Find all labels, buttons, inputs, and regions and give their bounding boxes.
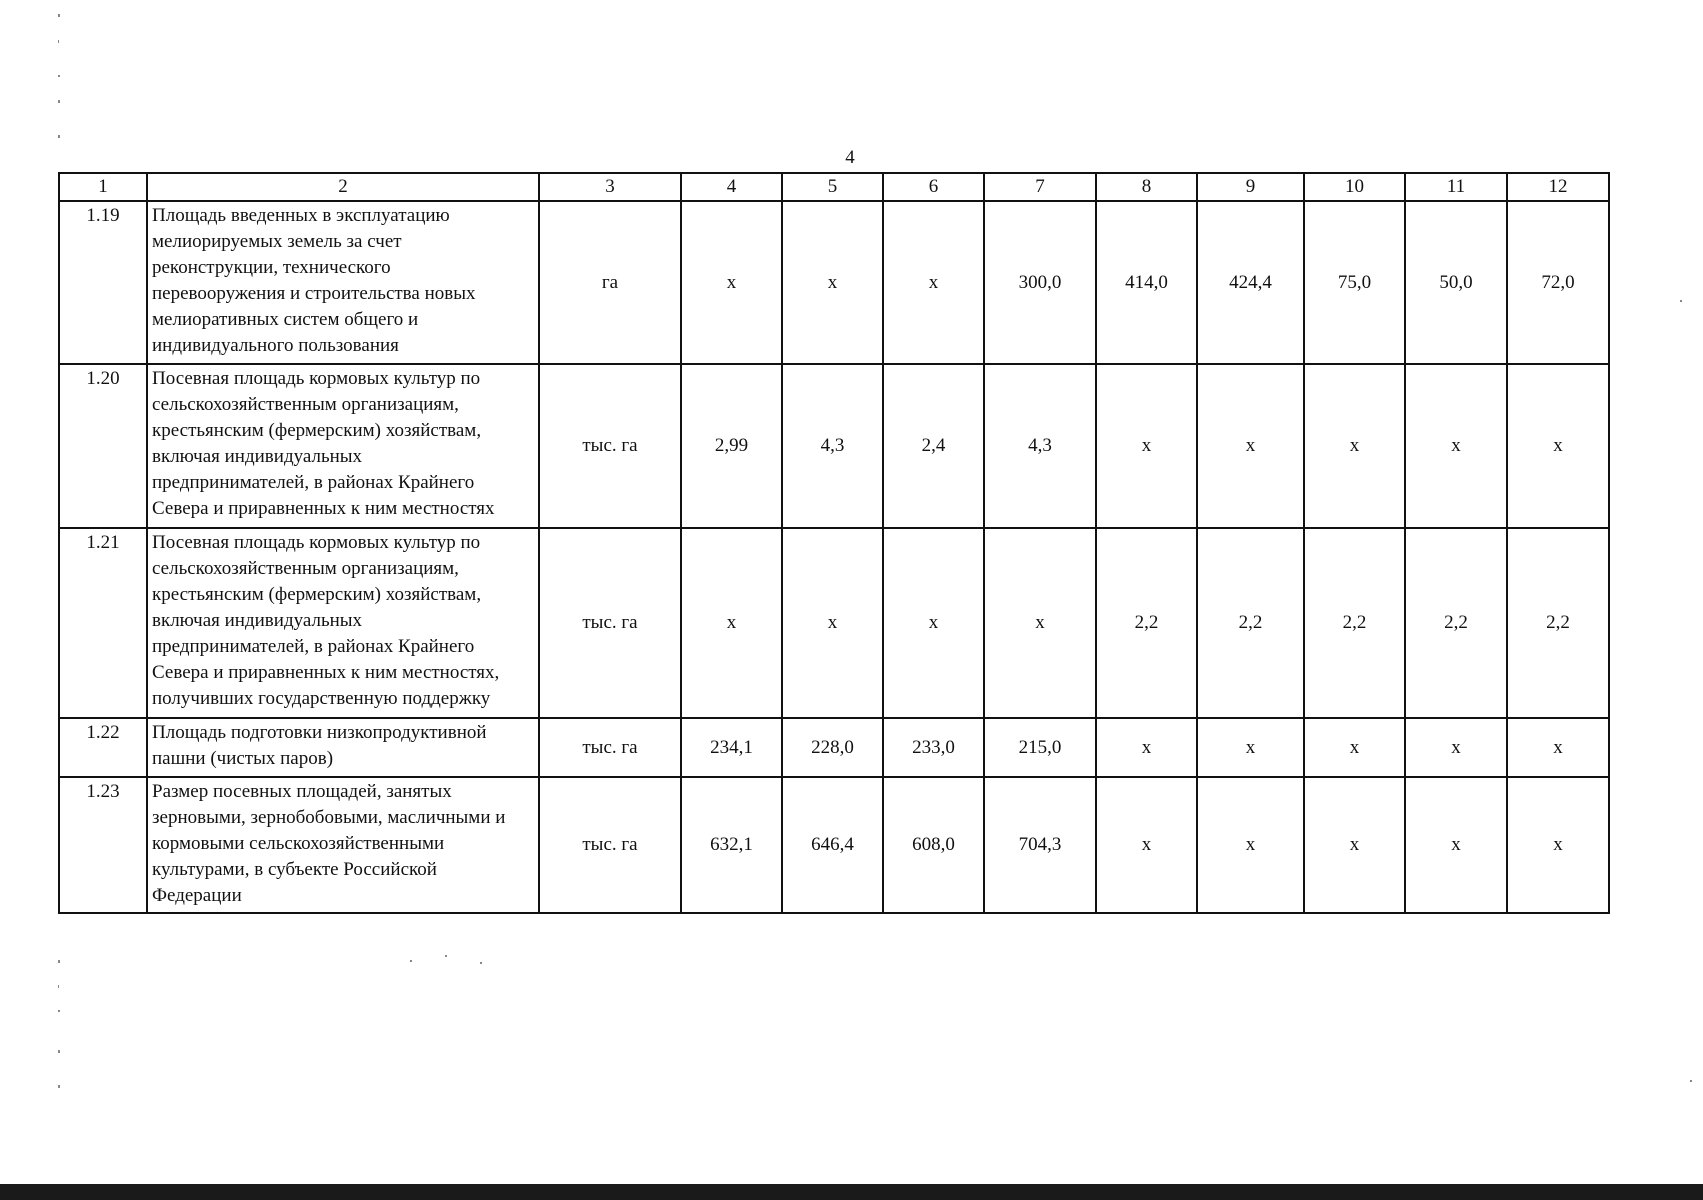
row-unit: тыс. га [539,777,681,913]
description-line: реконструкции, технического [152,257,391,278]
table-cell: 424,4 [1197,201,1304,364]
column-number: 5 [782,173,883,201]
column-number: 12 [1507,173,1609,201]
description-line: Размер посевных площадей, занятых [152,781,452,802]
scan-edge [0,1184,1703,1200]
scan-speck [58,14,60,17]
description-line: сельскохозяйственным организациям, [152,394,459,415]
table-cell: x [681,528,782,718]
table-cell: x [1405,777,1507,913]
table-cell: 215,0 [984,718,1096,777]
description-line: мелиорируемых земель за счет [152,231,402,252]
description-line: Севера и приравненных к ним местностях [152,498,495,519]
page-number: 4 [845,147,855,168]
column-number: 3 [539,173,681,201]
table-cell: x [1304,777,1405,913]
scan-speck [58,1050,60,1053]
column-number: 10 [1304,173,1405,201]
row-id: 1.23 [59,777,147,913]
table-cell: 632,1 [681,777,782,913]
row-unit: тыс. га [539,528,681,718]
table-cell: x [1507,718,1609,777]
column-number: 8 [1096,173,1197,201]
scan-speck [445,955,447,957]
description-line: крестьянским (фермерским) хозяйствам, [152,584,482,605]
table-cell: x [1096,364,1197,528]
description-line: Севера и приравненных к ним местностях, [152,662,500,683]
table-cell: x [883,201,984,364]
column-number: 2 [147,173,539,201]
table-cell: x [1405,364,1507,528]
table-cell: 233,0 [883,718,984,777]
description-line: мелиоративных систем общего и [152,309,419,330]
table-cell: 50,0 [1405,201,1507,364]
scan-speck [58,960,60,963]
description-line: Посевная площадь кормовых культур по [152,532,481,553]
table-cell: x [782,201,883,364]
description-line: перевооружения и строительства новых [152,283,476,304]
table-cell: 2,2 [1405,528,1507,718]
row-id: 1.19 [59,201,147,364]
table-cell: 228,0 [782,718,883,777]
table-cell: x [1405,718,1507,777]
description-line: пашни (чистых паров) [152,748,334,769]
description-line: предпринимателей, в районах Крайнего [152,636,475,657]
table-cell: 704,3 [984,777,1096,913]
scan-speck [1690,1080,1692,1082]
description-line: индивидуального пользования [152,335,399,356]
row-id: 1.21 [59,528,147,718]
table-cell: 300,0 [984,201,1096,364]
description-line: культурами, в субъекте Российской [152,859,437,880]
table-cell: x [1304,718,1405,777]
table-cell: x [1507,777,1609,913]
scan-speck [58,135,60,138]
table-cell: x [1507,364,1609,528]
table-cell: x [681,201,782,364]
row-id: 1.22 [59,718,147,777]
description-line: крестьянским (фермерским) хозяйствам, [152,420,482,441]
table-cell: x [1096,718,1197,777]
table-cell: 2,2 [1304,528,1405,718]
description-line: включая индивидуальных [152,446,363,467]
description-line: Посевная площадь кормовых культур по [152,368,481,389]
table-cell: 608,0 [883,777,984,913]
table-cell: x [782,528,883,718]
table-cell: 72,0 [1507,201,1609,364]
column-number: 4 [681,173,782,201]
row-unit: тыс. га [539,364,681,528]
description-line: кормовыми сельскохозяйственными [152,833,445,854]
row-unit: тыс. га [539,718,681,777]
table-cell: 2,2 [1096,528,1197,718]
table-cell: 646,4 [782,777,883,913]
table-cell: 75,0 [1304,201,1405,364]
table-cell: 2,2 [1507,528,1609,718]
table-cell: x [984,528,1096,718]
column-number: 11 [1405,173,1507,201]
scan-speck [410,960,412,962]
table-cell: x [1096,777,1197,913]
description-line: предпринимателей, в районах Крайнего [152,472,475,493]
table-cell: 414,0 [1096,201,1197,364]
scan-speck [1680,300,1682,302]
description-line: Площадь подготовки низкопродуктивной [152,722,487,743]
description-line: Федерации [152,885,242,906]
table-cell: 4,3 [782,364,883,528]
table-cell: x [1197,718,1304,777]
row-id: 1.20 [59,364,147,528]
table-cell: x [1304,364,1405,528]
table-cell: 2,2 [1197,528,1304,718]
scan-speck [58,75,60,77]
scan-speck [58,1085,60,1088]
description-line: получивших государственную поддержку [152,688,491,709]
description-line: Площадь введенных в эксплуатацию [152,205,450,226]
column-number: 6 [883,173,984,201]
column-number: 1 [59,173,147,201]
table-cell: x [883,528,984,718]
table-cell: 4,3 [984,364,1096,528]
description-line: зерновыми, зернобобовыми, масличными и [152,807,506,828]
table-cell: 2,99 [681,364,782,528]
row-unit: га [539,201,681,364]
table-cell: 2,4 [883,364,984,528]
scan-speck [480,962,482,964]
description-line: сельскохозяйственным организациям, [152,558,459,579]
description-line: включая индивидуальных [152,610,363,631]
scan-speck [58,100,60,103]
column-number: 9 [1197,173,1304,201]
scan-speck [58,40,59,43]
scan-speck [58,985,59,988]
table-cell: 234,1 [681,718,782,777]
table-cell: x [1197,777,1304,913]
scan-speck [58,1010,60,1012]
column-number: 7 [984,173,1096,201]
table-cell: x [1197,364,1304,528]
